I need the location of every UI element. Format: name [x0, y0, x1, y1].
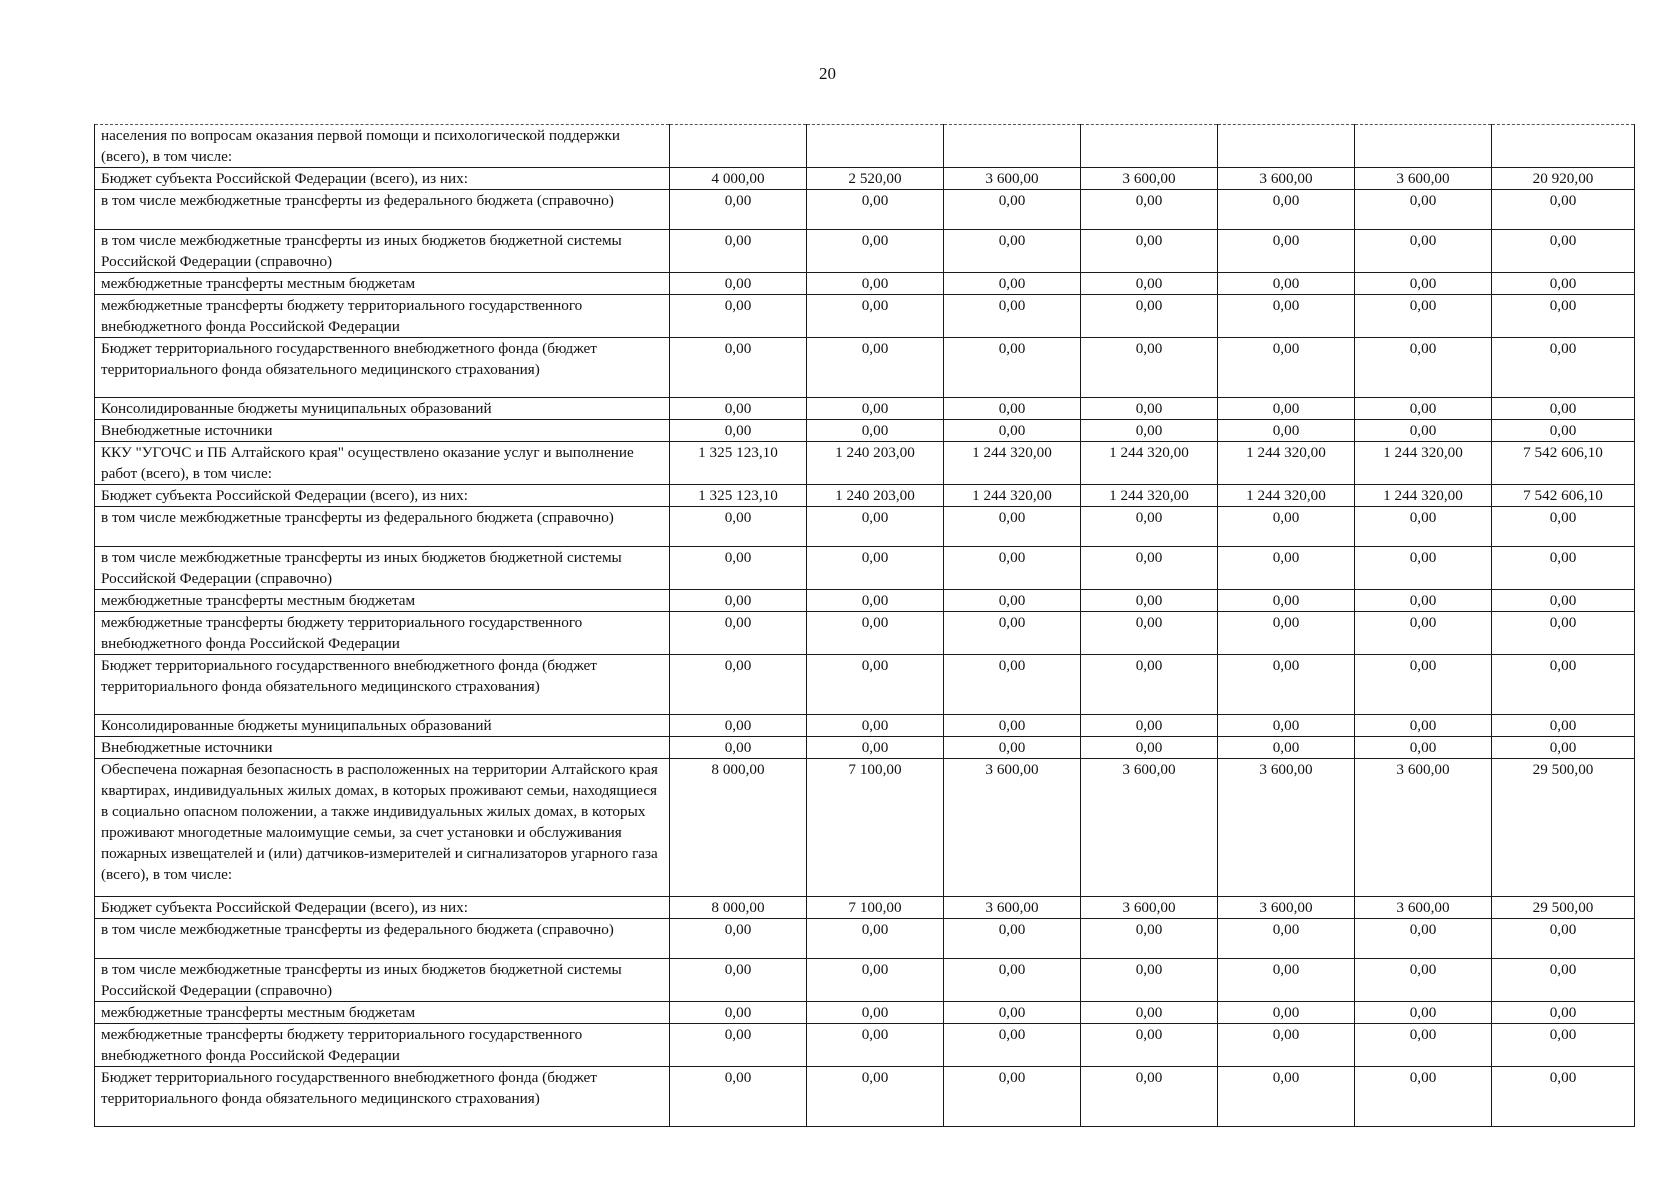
row-label: Бюджет субъекта Российской Федерации (всего), из них:: [95, 168, 670, 190]
row-value: 0,00: [1355, 715, 1492, 737]
row-value: 0,00: [944, 655, 1081, 715]
row-label: в том числе межбюджетные трансферты из иных бюджетов бюджетной системы Российской Федерации (справочно): [95, 547, 670, 590]
row-value: 0,00: [1355, 295, 1492, 338]
row-value: 0,00: [944, 612, 1081, 655]
row-value: 1 244 320,00: [1081, 485, 1218, 507]
row-value: 3 600,00: [1081, 168, 1218, 190]
row-label: межбюджетные трансферты бюджету территориального государственного внебюджетного фонда Российской Федерации: [95, 612, 670, 655]
row-value: 0,00: [807, 273, 944, 295]
row-value: 0,00: [670, 230, 807, 273]
table-row: [95, 1067, 1635, 1127]
row-value: 0,00: [670, 959, 807, 1002]
row-value: [670, 125, 807, 168]
row-value: 0,00: [670, 273, 807, 295]
row-value: 3 600,00: [944, 168, 1081, 190]
row-value: 1 244 320,00: [1355, 485, 1492, 507]
table-body: [95, 125, 1635, 1127]
row-value: 0,00: [670, 655, 807, 715]
row-total: 0,00: [1492, 1067, 1635, 1127]
row-total: 0,00: [1492, 507, 1635, 547]
row-total: [1492, 125, 1635, 168]
table-row: [95, 547, 1635, 590]
row-value: 0,00: [670, 1067, 807, 1127]
row-value: 0,00: [1218, 919, 1355, 959]
row-label: Бюджет территориального государственного внебюджетного фонда (бюджет территориального фонда обязательного медицинского страхования): [95, 338, 670, 398]
row-value: 0,00: [1355, 230, 1492, 273]
table-row: [95, 655, 1635, 715]
row-label: Консолидированные бюджеты муниципальных образований: [95, 398, 670, 420]
row-value: 0,00: [670, 420, 807, 442]
row-value: 3 600,00: [1355, 897, 1492, 919]
row-label: в том числе межбюджетные трансферты из иных бюджетов бюджетной системы Российской Федерации (справочно): [95, 959, 670, 1002]
row-value: 0,00: [944, 590, 1081, 612]
table-row: [95, 420, 1635, 442]
row-value: 3 600,00: [1355, 759, 1492, 897]
row-value: 0,00: [670, 1024, 807, 1067]
row-value: 0,00: [944, 1024, 1081, 1067]
row-value: [807, 125, 944, 168]
table-row: [95, 295, 1635, 338]
row-value: 0,00: [670, 190, 807, 230]
row-value: 0,00: [1081, 959, 1218, 1002]
row-value: 0,00: [1355, 655, 1492, 715]
table-row: [95, 590, 1635, 612]
row-value: 0,00: [944, 919, 1081, 959]
row-total: 0,00: [1492, 420, 1635, 442]
row-value: 8 000,00: [670, 897, 807, 919]
row-value: 0,00: [1081, 338, 1218, 398]
row-value: 0,00: [807, 420, 944, 442]
row-total: 0,00: [1492, 590, 1635, 612]
row-value: 0,00: [670, 715, 807, 737]
row-value: 0,00: [670, 590, 807, 612]
row-total: 0,00: [1492, 338, 1635, 398]
row-value: 0,00: [807, 338, 944, 398]
row-value: 0,00: [944, 1002, 1081, 1024]
row-label: в том числе межбюджетные трансферты из иных бюджетов бюджетной системы Российской Федерации (справочно): [95, 230, 670, 273]
row-label: в том числе межбюджетные трансферты из федерального бюджета (справочно): [95, 919, 670, 959]
row-total: 0,00: [1492, 612, 1635, 655]
table-row: [95, 737, 1635, 759]
table-row: [95, 125, 1635, 168]
row-value: 0,00: [944, 230, 1081, 273]
row-value: 0,00: [670, 612, 807, 655]
row-value: 0,00: [1081, 230, 1218, 273]
row-value: 3 600,00: [1081, 897, 1218, 919]
row-value: 0,00: [944, 190, 1081, 230]
row-value: 0,00: [1355, 547, 1492, 590]
row-value: 0,00: [1081, 1002, 1218, 1024]
row-value: 0,00: [807, 715, 944, 737]
row-value: 0,00: [1081, 190, 1218, 230]
row-value: 0,00: [1355, 398, 1492, 420]
row-value: 0,00: [944, 959, 1081, 1002]
row-value: 0,00: [807, 398, 944, 420]
row-label: Бюджет субъекта Российской Федерации (всего), из них:: [95, 485, 670, 507]
table-row: [95, 485, 1635, 507]
row-value: 0,00: [670, 338, 807, 398]
row-value: 0,00: [1218, 338, 1355, 398]
table-row: [95, 230, 1635, 273]
row-label: Внебюджетные источники: [95, 737, 670, 759]
row-value: 0,00: [1355, 1024, 1492, 1067]
row-value: 1 244 320,00: [1355, 442, 1492, 485]
table-row: [95, 338, 1635, 398]
row-value: 0,00: [1081, 420, 1218, 442]
row-value: 3 600,00: [1355, 168, 1492, 190]
row-value: 0,00: [1218, 295, 1355, 338]
row-total: 0,00: [1492, 737, 1635, 759]
row-value: 0,00: [1081, 737, 1218, 759]
table-row: [95, 273, 1635, 295]
row-value: 3 600,00: [1218, 897, 1355, 919]
row-value: 0,00: [944, 273, 1081, 295]
row-value: 0,00: [1081, 295, 1218, 338]
row-value: 0,00: [807, 737, 944, 759]
row-value: 0,00: [1218, 398, 1355, 420]
row-value: 0,00: [807, 190, 944, 230]
row-value: 0,00: [807, 547, 944, 590]
row-value: [1081, 125, 1218, 168]
row-value: 1 240 203,00: [807, 442, 944, 485]
row-value: 0,00: [1355, 737, 1492, 759]
row-value: 0,00: [807, 507, 944, 547]
row-value: 0,00: [670, 919, 807, 959]
row-value: 3 600,00: [1218, 168, 1355, 190]
row-value: 0,00: [670, 547, 807, 590]
row-value: 0,00: [944, 507, 1081, 547]
table-row: [95, 897, 1635, 919]
row-value: 0,00: [670, 507, 807, 547]
row-label: в том числе межбюджетные трансферты из федерального бюджета (справочно): [95, 507, 670, 547]
row-value: 0,00: [1081, 715, 1218, 737]
row-value: 8 000,00: [670, 759, 807, 897]
row-total: 0,00: [1492, 398, 1635, 420]
row-value: 0,00: [1218, 1024, 1355, 1067]
row-label: Бюджет территориального государственного внебюджетного фонда (бюджет территориального фонда обязательного медицинского страхования): [95, 1067, 670, 1127]
row-total: 0,00: [1492, 1024, 1635, 1067]
row-value: [944, 125, 1081, 168]
row-label: межбюджетные трансферты местным бюджетам: [95, 590, 670, 612]
row-value: 7 100,00: [807, 759, 944, 897]
row-value: 0,00: [807, 230, 944, 273]
row-value: 0,00: [1355, 273, 1492, 295]
row-value: 0,00: [1218, 507, 1355, 547]
row-value: 0,00: [944, 715, 1081, 737]
row-value: 0,00: [1218, 655, 1355, 715]
row-value: 0,00: [1081, 547, 1218, 590]
budget-table: [94, 124, 1635, 1127]
row-value: 0,00: [807, 1067, 944, 1127]
row-value: 0,00: [1218, 715, 1355, 737]
table-row: [95, 507, 1635, 547]
page-number: 20: [819, 64, 836, 83]
table-row: [95, 190, 1635, 230]
row-value: 0,00: [1355, 919, 1492, 959]
row-label: Консолидированные бюджеты муниципальных образований: [95, 715, 670, 737]
row-value: 0,00: [1355, 1002, 1492, 1024]
row-value: 0,00: [807, 1002, 944, 1024]
row-value: 3 600,00: [1218, 759, 1355, 897]
row-total: 0,00: [1492, 230, 1635, 273]
row-total: 0,00: [1492, 190, 1635, 230]
row-value: 0,00: [670, 737, 807, 759]
table-row: [95, 612, 1635, 655]
row-total: 7 542 606,10: [1492, 442, 1635, 485]
row-value: 1 244 320,00: [944, 442, 1081, 485]
row-value: 0,00: [807, 295, 944, 338]
row-value: 0,00: [944, 1067, 1081, 1127]
row-value: 4 000,00: [670, 168, 807, 190]
row-value: 0,00: [1355, 507, 1492, 547]
row-value: 1 244 320,00: [1081, 442, 1218, 485]
row-value: 0,00: [944, 420, 1081, 442]
row-value: 0,00: [1081, 590, 1218, 612]
row-value: 0,00: [807, 655, 944, 715]
row-value: [1218, 125, 1355, 168]
table-row: [95, 959, 1635, 1002]
row-label: межбюджетные трансферты местным бюджетам: [95, 1002, 670, 1024]
row-total: 0,00: [1492, 959, 1635, 1002]
row-value: 1 325 123,10: [670, 442, 807, 485]
row-value: 0,00: [944, 295, 1081, 338]
row-label: Бюджет территориального государственного внебюджетного фонда (бюджет территориального фонда обязательного медицинского страхования): [95, 655, 670, 715]
row-label: Внебюджетные источники: [95, 420, 670, 442]
table-row: [95, 1002, 1635, 1024]
row-total: 0,00: [1492, 715, 1635, 737]
row-total: 0,00: [1492, 547, 1635, 590]
row-value: 2 520,00: [807, 168, 944, 190]
row-value: 0,00: [670, 398, 807, 420]
row-label: межбюджетные трансферты местным бюджетам: [95, 273, 670, 295]
row-value: 0,00: [1218, 1002, 1355, 1024]
row-value: 0,00: [1081, 612, 1218, 655]
table-row: [95, 759, 1635, 897]
row-value: 0,00: [1081, 919, 1218, 959]
row-total: 29 500,00: [1492, 897, 1635, 919]
row-total: 20 920,00: [1492, 168, 1635, 190]
row-value: 1 325 123,10: [670, 485, 807, 507]
row-value: 0,00: [1218, 190, 1355, 230]
row-value: 0,00: [1355, 590, 1492, 612]
table-row: [95, 398, 1635, 420]
row-value: 3 600,00: [944, 897, 1081, 919]
row-value: 0,00: [1218, 1067, 1355, 1127]
row-value: 0,00: [1218, 737, 1355, 759]
row-label: межбюджетные трансферты бюджету территориального государственного внебюджетного фонда Российской Федерации: [95, 1024, 670, 1067]
row-value: 1 244 320,00: [944, 485, 1081, 507]
row-label: населения по вопросам оказания первой помощи и психологической поддержки (всего), в том числе:: [95, 125, 670, 168]
row-value: 0,00: [944, 547, 1081, 590]
row-label: в том числе межбюджетные трансферты из федерального бюджета (справочно): [95, 190, 670, 230]
table-row: [95, 919, 1635, 959]
row-total: 0,00: [1492, 295, 1635, 338]
table-row: [95, 168, 1635, 190]
row-label: Обеспечена пожарная безопасность в расположенных на территории Алтайского края квартирах, индивидуальных жилых домах, в которых проживают семьи, находящиеся в социально опасном положении, а также индивидуальных жилых домах, в которых проживают многодетные малоимущие семьи, за счет установки и обслуживания пожарных извещателей и (или) датчиков-измерителей и сигнализаторов угарного газа (всего), в том числе:: [95, 759, 670, 897]
row-value: 0,00: [1355, 338, 1492, 398]
row-value: 7 100,00: [807, 897, 944, 919]
row-value: [1355, 125, 1492, 168]
table-row: [95, 442, 1635, 485]
row-value: 3 600,00: [1081, 759, 1218, 897]
row-value: 0,00: [1081, 398, 1218, 420]
row-value: 0,00: [807, 919, 944, 959]
row-value: 1 240 203,00: [807, 485, 944, 507]
row-value: 3 600,00: [944, 759, 1081, 897]
row-value: 0,00: [1218, 612, 1355, 655]
row-value: 0,00: [1081, 655, 1218, 715]
row-value: 0,00: [1218, 959, 1355, 1002]
row-value: 0,00: [807, 959, 944, 1002]
row-value: 0,00: [1355, 190, 1492, 230]
row-value: 0,00: [1081, 273, 1218, 295]
row-total: 0,00: [1492, 655, 1635, 715]
row-value: 0,00: [1218, 273, 1355, 295]
row-total: 29 500,00: [1492, 759, 1635, 897]
row-value: 0,00: [1218, 420, 1355, 442]
row-value: 0,00: [670, 295, 807, 338]
row-total: 0,00: [1492, 273, 1635, 295]
table-row: [95, 715, 1635, 737]
row-total: 0,00: [1492, 919, 1635, 959]
row-value: 0,00: [1081, 507, 1218, 547]
row-value: 0,00: [1218, 547, 1355, 590]
row-label: межбюджетные трансферты бюджету территориального государственного внебюджетного фонда Российской Федерации: [95, 295, 670, 338]
row-value: 0,00: [670, 1002, 807, 1024]
row-value: 0,00: [1355, 1067, 1492, 1127]
row-value: 0,00: [1355, 612, 1492, 655]
row-value: 0,00: [944, 338, 1081, 398]
row-value: 0,00: [1218, 230, 1355, 273]
row-value: 0,00: [1218, 590, 1355, 612]
row-total: 0,00: [1492, 1002, 1635, 1024]
row-label: ККУ "УГОЧС и ПБ Алтайского края" осуществлено оказание услуг и выполнение работ (всего), в том числе:: [95, 442, 670, 485]
row-value: 1 244 320,00: [1218, 485, 1355, 507]
row-value: 0,00: [1355, 959, 1492, 1002]
row-value: 0,00: [1081, 1067, 1218, 1127]
row-label: Бюджет субъекта Российской Федерации (всего), из них:: [95, 897, 670, 919]
row-value: 1 244 320,00: [1218, 442, 1355, 485]
row-value: 0,00: [807, 1024, 944, 1067]
table-row: [95, 1024, 1635, 1067]
row-value: 0,00: [1081, 1024, 1218, 1067]
row-value: 0,00: [1355, 420, 1492, 442]
row-value: 0,00: [807, 590, 944, 612]
row-value: 0,00: [807, 612, 944, 655]
row-total: 7 542 606,10: [1492, 485, 1635, 507]
row-value: 0,00: [944, 398, 1081, 420]
row-value: 0,00: [944, 737, 1081, 759]
